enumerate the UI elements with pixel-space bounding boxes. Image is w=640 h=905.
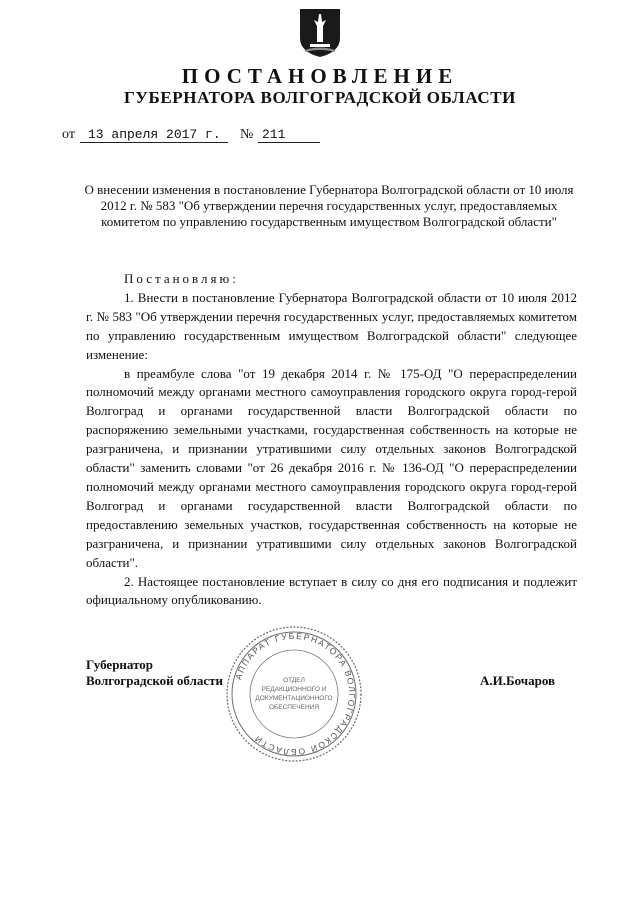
stamp-inner-line-3: ДОКУМЕНТАЦИОННОГО [255,695,333,702]
number-underline [258,142,320,143]
document-title: ПОСТАНОВЛЕНИЕ [181,64,459,88]
document-subject: О внесении изменения в постановление Губернатора Волгоградской области от 10 июля 2012 г. № 583 "Об утверждении перечня государственных услуг, предоставляемых комитетом по управлению государственным имуществом Волгоградской области" [84,182,574,229]
document-body [86,270,577,610]
volgograd-emblem-icon [299,8,341,58]
number-label: № [240,127,254,142]
stamp-inner-line-1: ОТДЕЛ [283,677,305,684]
paragraph-1: 1. Внести в постановление Губернатора Волгоградской области от 10 июля 2012 г. № 583 "Об утверждении перечня государственных услуг, предоставляемых комитетом по управлению государственным имуществом Волгоградской области" следующее изменение: [86,289,577,362]
document-subtitle: ГУБЕРНАТОРА ВОЛГОГРАДСКОЙ ОБЛАСТИ [124,88,516,107]
document-number: 211 [262,127,286,142]
signer-name: А.И.Бочаров [480,673,556,688]
paragraph-2: 2. Настоящее постановление вступает в силу со дня его подписания и подлежит официальному опубликованию. [86,573,577,608]
stamp-outer-text: АППАРАТ ГУБЕРНАТОРА ВОЛГОГРАДСКОЙ ОБЛАСТИ [232,630,358,758]
stamp-inner-line-4: ОБЕСПЕЧЕНИЯ [268,704,320,711]
date-prefix: от [62,127,75,142]
official-stamp [224,624,364,764]
decree-word: Постановляю: [124,271,239,286]
date-underline [80,142,228,143]
stamp-inner-line-2: РЕДАКЦИОННОГО И [261,686,327,693]
paragraph-amendment: в преамбуле слова "от 19 декабря 2014 г. № 175-ОД "О перераспределении полномочий между органами местного самоуправления городского округа город-герой Волгоград и органами государственной власти Волгоградской области по распоряжению земельными участками, государственная собственность на которые не разграничена, и признании утратившими силу отдельных законов Волгоградской области" заменить словами "от 26 декабря 2016 г. № 136-ОД "О перераспределении полномочий между органами местного самоуправления городского округа город-герой Волгоград и органами государственной власти Волгоградской области по предоставлению земельных участков, государственная собственность на которые не разграничена, и признании утратившими силу отдельных законов Волгоградской области". [86,365,577,570]
signer-position-line-2: Волгоградской области [86,673,224,688]
signer-position-line-1: Губернатор [86,657,154,672]
document-date: 13 апреля 2017 г. [88,127,221,142]
